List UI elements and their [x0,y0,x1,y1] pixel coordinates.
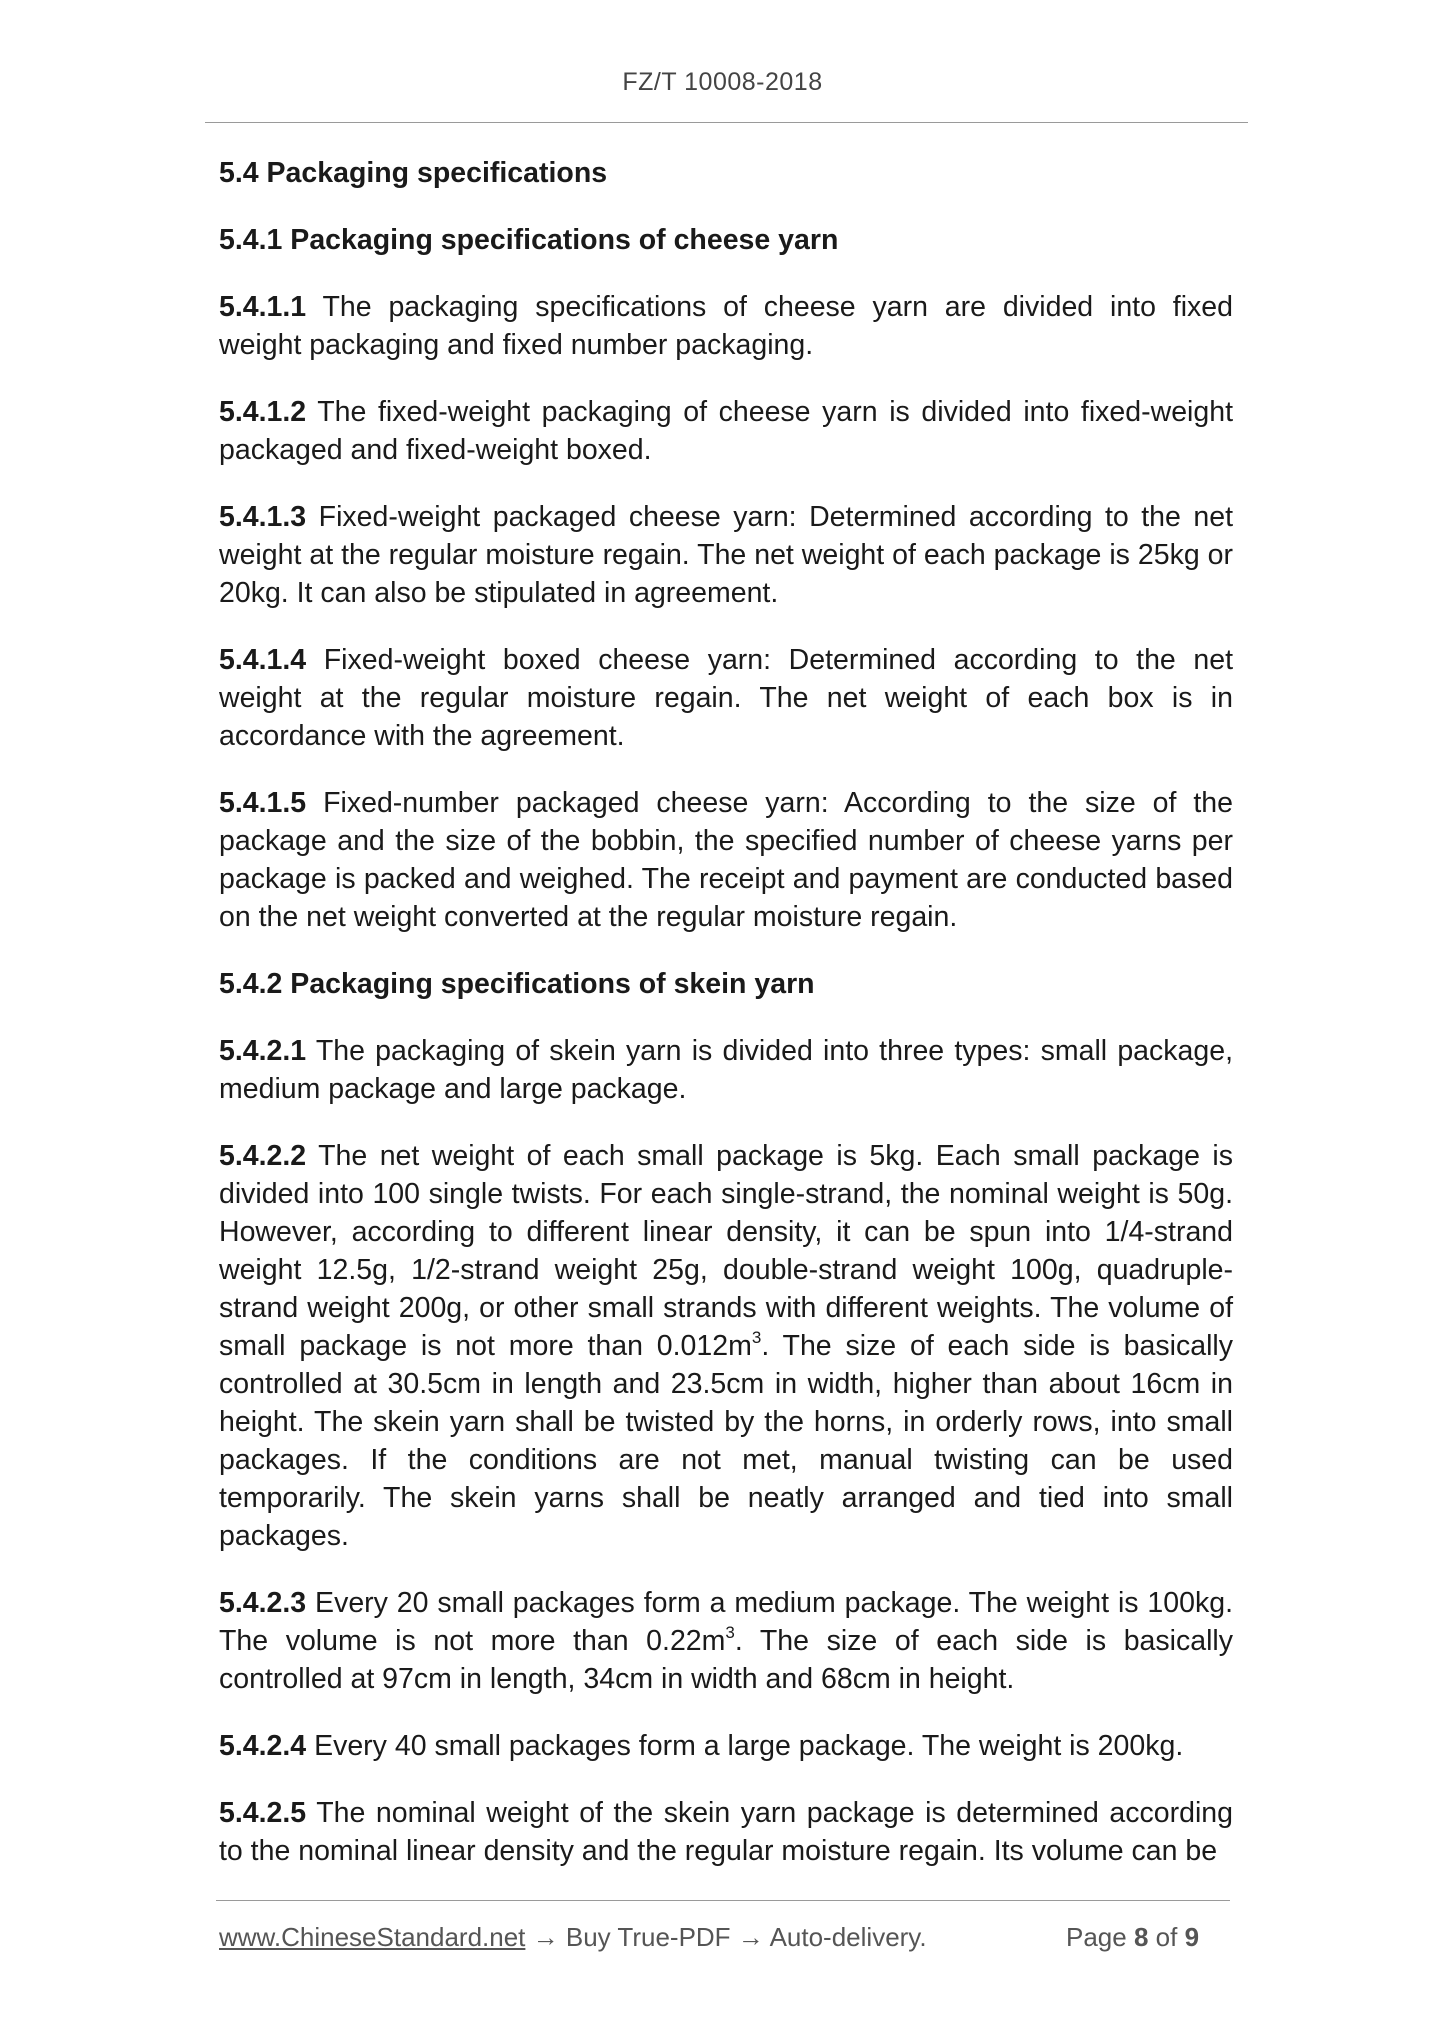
clause-paragraph [219,1584,1233,1698]
document-header-code: FZ/T 10008-2018 [622,68,823,96]
clause-number: 5.4.2.1 [219,1035,307,1067]
clause-paragraph [219,288,1233,364]
page-total: 9 [1184,1922,1200,1952]
footer-divider [216,1900,1230,1901]
document-body [219,154,1233,1899]
clause-text: Fixed-number packaged cheese yarn: According to the size of the package and the size of the bobbin, the specified number of cheese yarns per package is packed and weighed. The receipt and payment are conducted based on the net weight converted at the regular moisture regain. [219,787,1233,933]
header-divider [205,122,1248,123]
clause-paragraph [219,1727,1233,1765]
clause-paragraph [219,393,1233,469]
clause-text: Fixed-weight boxed cheese yarn: Determined according to the net weight at the regular moisture regain. The net weight of each box is in accordance with the agreement. [219,644,1233,752]
page-label: Page [1066,1922,1134,1952]
clause-text: The net weight of each small package is 5kg. Each small package is divided into 100 single twists. For each single-strand, the nominal weight is 50g. However, according to different linear density, it can be spun into 1/4-strand weight 12.5g, 1/2-strand weight 25g, double-strand weight 100g, quadruple-strand weight 200g, or other small strands with different weights. The volume of small package is not more than 0.012m [219,1140,1233,1362]
clause-number: 5.4.1.3 [219,501,307,533]
clause-number: 5.4.2.3 [219,1587,307,1619]
section-heading: 5.4 Packaging specifications [219,157,608,189]
page-of: of [1148,1922,1185,1952]
clause-number: 5.4.1.4 [219,644,307,676]
clause-text: The packaging specifications of cheese yarn are divided into fixed weight packaging and fixed number packaging. [219,291,1233,361]
clause-text: The packaging of skein yarn is divided into three types: small package, medium package and large package. [219,1035,1233,1105]
clause-number: 5.4.2.2 [219,1140,307,1172]
footer-promo [219,1922,927,1953]
page-number [1066,1922,1199,1953]
section-heading: 5.4.1 Packaging specifications of cheese yarn [219,224,839,256]
clause-paragraph [219,498,1233,612]
clause-text: The fixed-weight packaging of cheese yarn is divided into fixed-weight packaged and fixed-weight boxed. [219,396,1233,466]
clause-paragraph [219,1794,1233,1870]
clause-number: 5.4.1.1 [219,291,307,323]
footer-promo-text: → Buy True-PDF → Auto-delivery. [525,1922,927,1952]
clause-text-continued: . The size of each side is basically controlled at 30.5cm in length and 23.5cm in width, higher than about 16cm in height. The skein yarn shall be twisted by the horns, in orderly rows, into small packages. If the conditions are not met, manual twisting can be used temporarily. The skein yarns shall be neatly arranged and tied into small packages. [219,1330,1233,1552]
clause-paragraph [219,784,1233,936]
clause-text: The nominal weight of the skein yarn package is determined according to the nominal linear density and the regular moisture regain. Its volume can be [219,1797,1233,1867]
clause-paragraph [219,641,1233,755]
section-heading: 5.4.2 Packaging specifications of skein yarn [219,968,815,1000]
page-current: 8 [1133,1922,1149,1952]
superscript: 3 [725,1622,735,1642]
clause-text: Every 40 small packages form a large package. The weight is 200kg. [306,1730,1184,1762]
clause-paragraph [219,1137,1233,1555]
clause-number: 5.4.2.4 [219,1730,307,1762]
clause-text-continued: . The size of each side is basically controlled at 97cm in length, 34cm in width and 68cm in height. [219,1625,1233,1695]
website-link[interactable]: www.ChineseStandard.net [219,1922,526,1952]
clause-text: Every 20 small packages form a medium package. The weight is 100kg. The volume is not more than 0.22m [219,1587,1233,1657]
clause-text: Fixed-weight packaged cheese yarn: Determined according to the net weight at the regular moisture regain. The net weight of each package is 25kg or 20kg. It can also be stipulated in agreement. [219,501,1233,609]
clause-number: 5.4.2.5 [219,1797,307,1829]
superscript: 3 [751,1327,762,1347]
clause-paragraph [219,1032,1233,1108]
clause-number: 5.4.1.5 [219,787,307,819]
clause-number: 5.4.1.2 [219,396,307,428]
